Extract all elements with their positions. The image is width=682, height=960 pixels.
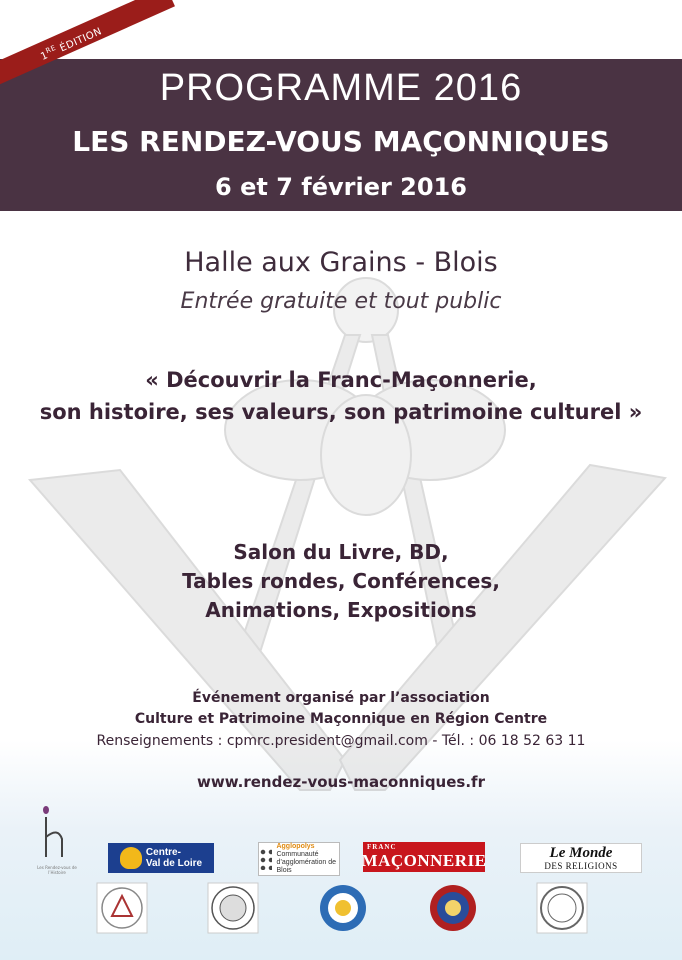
- tagline-line-2: son histoire, ses valeurs, son patrimoine culturel »: [39, 400, 643, 424]
- franc-small: FRANC: [367, 842, 397, 851]
- rendez-vous-histoire-logo: [32, 805, 82, 890]
- ribbon-prefix: 1: [39, 50, 51, 63]
- lodge-seal-2-icon: [207, 882, 259, 934]
- dots-icon: [259, 848, 272, 870]
- centre-line-2: Val de Loire: [145, 858, 203, 869]
- organizer-line-1: Événement organisé par l’association: [192, 690, 490, 706]
- agglo-sub: Communauté d’agglomération de Blois: [276, 851, 337, 874]
- events-line-2: Tables rondes, Conférences,: [182, 569, 500, 593]
- ribbon-sup: RE: [44, 43, 58, 56]
- events-line-1: Salon du Livre, BD,: [233, 540, 449, 564]
- organizer-info: [0, 688, 682, 730]
- franc-big: MAÇONNERIE: [361, 850, 487, 870]
- header-band: [0, 59, 682, 211]
- franc-maconnerie-magazine-logo: [363, 842, 485, 872]
- tagline-line-1: « Découvrir la Franc-Maçonnerie,: [145, 368, 537, 392]
- lodge-seal-1-icon: [96, 882, 148, 934]
- monde-line-1: Le Monde: [549, 844, 613, 861]
- region-map-icon: [120, 847, 142, 869]
- tagline-quote: [0, 364, 682, 428]
- lodge-seal-4-icon: [427, 882, 479, 934]
- agglopolys-logo: [258, 842, 340, 876]
- venue: Halle aux Grains - Blois: [184, 247, 498, 278]
- entry-info: Entrée gratuite et tout public: [180, 289, 502, 314]
- programme-heading: PROGRAMME 2016: [159, 67, 523, 109]
- events-list: [0, 538, 682, 625]
- agglo-name: Agglopolys: [276, 843, 315, 850]
- h-letter-icon: [32, 805, 82, 865]
- event-title: LES RENDEZ-VOUS MAÇONNIQUES: [72, 125, 610, 158]
- lodge-seal-5-icon: [536, 882, 588, 934]
- website-link[interactable]: www.rendez-vous-maconniques.fr: [197, 773, 485, 791]
- le-monde-religions-logo: [520, 843, 642, 873]
- event-dates: 6 et 7 février 2016: [215, 173, 467, 201]
- centre-line-1: Centre-: [145, 847, 181, 858]
- monde-line-2: DES RELIGIONS: [544, 860, 618, 871]
- lodge-seal-3-icon: [317, 882, 369, 934]
- ribbon-suffix: ÉDITION: [58, 26, 104, 55]
- rendez-vous-caption: Les Rendez-vous de l’Histoire: [37, 865, 77, 875]
- contact-info: Renseignements : cpmrc.president@gmail.com - Tél. : 06 18 52 63 11: [96, 733, 586, 749]
- region-centre-logo: [108, 843, 214, 873]
- events-line-3: Animations, Expositions: [205, 598, 477, 622]
- organizer-line-2: Culture et Patrimoine Maçonnique en Région Centre: [134, 711, 548, 727]
